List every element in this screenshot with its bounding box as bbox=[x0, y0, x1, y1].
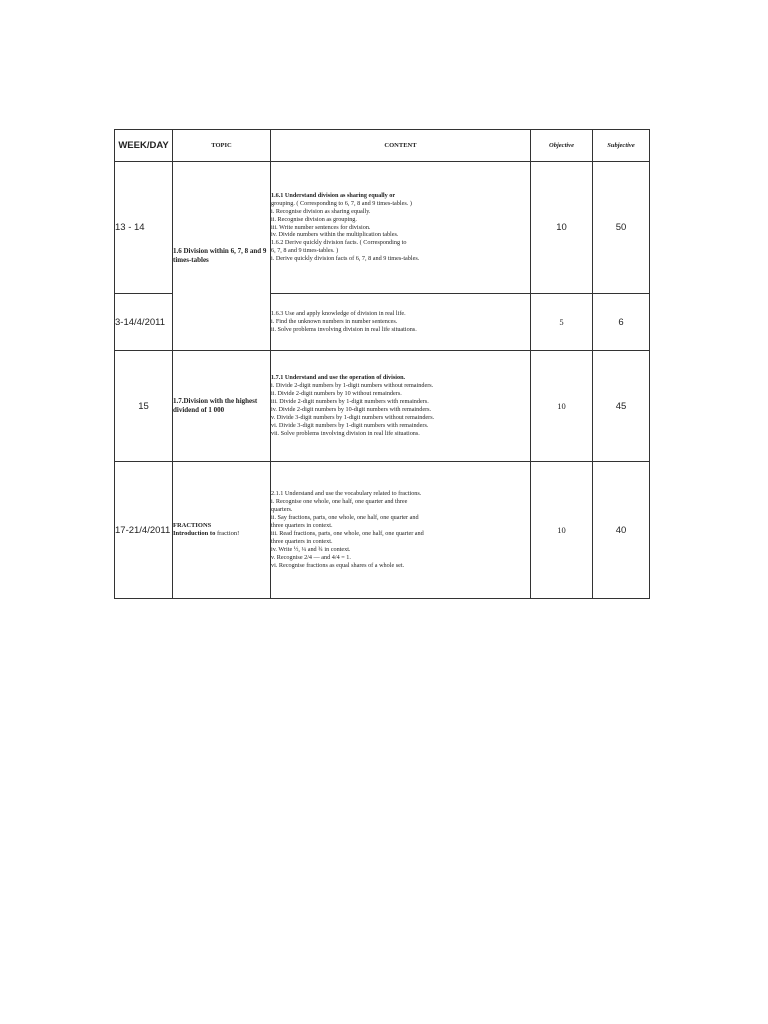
content-line: i. Find the unknown numbers in number sentences. bbox=[271, 318, 398, 326]
week-cell: 13 - 14 bbox=[115, 162, 173, 294]
content-line: 1.6.1 Understand division as sharing equally or bbox=[271, 191, 396, 199]
content-line: iii. Divide 2-digit numbers by 1-digit numbers with remainders. bbox=[271, 398, 429, 406]
content-line: iii. Write number sentences for division. bbox=[271, 223, 371, 231]
content-line: i. Recognise one whole, one half, one quarter and three bbox=[271, 498, 408, 506]
topic-cell bbox=[173, 462, 271, 599]
content-cell bbox=[271, 351, 531, 462]
content-line: iv. Divide numbers within the multiplication tables. bbox=[271, 231, 399, 239]
content-line: vi. Recognise fractions as equal shares of a whole set. bbox=[271, 561, 405, 569]
content-line: i. Recognise division as sharing equally. bbox=[271, 207, 371, 215]
content-line: v. Divide 3-digit numbers by 1-digit numbers without remainders. bbox=[271, 413, 435, 421]
subjective-cell: 50 bbox=[593, 162, 650, 294]
header-row bbox=[115, 130, 650, 162]
content-line: ii. Divide 2-digit numbers by 10 without remainders. bbox=[271, 390, 402, 398]
content-cell bbox=[271, 294, 531, 351]
topic-title: 1.6 Division within 6, 7, 8 and 9 times-tables bbox=[173, 247, 267, 264]
content-line: ii. Solve problems involving division in real life situations. bbox=[271, 325, 417, 333]
content-line: 2.1.1 Understand and use the vocabulary related to fractions. bbox=[271, 490, 422, 498]
content-line: iv. Divide 2-digit numbers by 10-digit numbers with remainders. bbox=[271, 406, 432, 413]
header-week-day: WEEK/DAY bbox=[115, 130, 173, 162]
objective-cell: 10 bbox=[531, 162, 593, 294]
topic-title: 1.7.Division with the highest dividend of 1 000 bbox=[173, 397, 258, 414]
table-row bbox=[115, 462, 650, 599]
header-subjective: Subjective bbox=[593, 130, 650, 162]
week-cell: 3-14/4/2011 bbox=[115, 294, 173, 351]
content-line: grouping. ( Corresponding to 6, 7, 8 and 9 times-tables. ) bbox=[271, 199, 412, 207]
week-cell: 17-21/4/2011 bbox=[115, 462, 173, 599]
topic-cell bbox=[173, 351, 271, 462]
content-line: 1.6.2 Derive quickly division facts. ( Corresponding to bbox=[271, 239, 407, 247]
subjective-cell: 45 bbox=[593, 351, 650, 462]
content-cell bbox=[271, 162, 531, 294]
content-line: three quarters in context. bbox=[271, 537, 333, 545]
objective-cell: 10 bbox=[531, 351, 593, 462]
table-row bbox=[115, 162, 650, 294]
content-line: iii. Read fractions, parts, one whole, one half, one quarter and bbox=[271, 530, 424, 537]
content-cell bbox=[271, 462, 531, 599]
content-line: 1.7.1 Understand and use the operation of division. bbox=[271, 374, 406, 382]
content-line: 1.6.3 Use and apply knowledge of division in real life. bbox=[271, 310, 406, 318]
topic-title: FRACTIONS bbox=[173, 522, 212, 529]
topic-cell bbox=[173, 162, 271, 351]
content-line: iv. Write ½, ¼ and ¾ in context. bbox=[271, 545, 351, 553]
content-line: v. Recognise 2/4 — and 4/4 = 1. bbox=[271, 553, 351, 561]
content-line: three quarters in context. bbox=[271, 522, 333, 530]
content-line: ii. Recognise division as grouping. bbox=[271, 215, 357, 223]
lesson-plan-table bbox=[114, 129, 650, 599]
content-line: vi. Divide 3-digit numbers by 1-digit numbers with remainders. bbox=[271, 421, 429, 429]
content-line: 6, 7, 8 and 9 times-tables. ) bbox=[271, 247, 339, 255]
content-line: i. Divide 2-digit numbers by 1-digit numbers without remainders. bbox=[271, 382, 434, 390]
subjective-cell: 6 bbox=[593, 294, 650, 351]
content-line: vii. Solve problems involving division in real life situations. bbox=[271, 429, 420, 437]
subjective-cell: 40 bbox=[593, 462, 650, 599]
topic-subtitle: Introduction to fraction! bbox=[173, 530, 240, 537]
header-topic: TOPIC bbox=[173, 130, 271, 162]
header-objective: Objective bbox=[531, 130, 593, 162]
objective-cell: 10 bbox=[531, 462, 593, 599]
header-content: CONTENT bbox=[271, 130, 531, 162]
table-row bbox=[115, 351, 650, 462]
content-line: quarters. bbox=[271, 506, 293, 514]
week-cell: 15 bbox=[115, 351, 173, 462]
content-line: ii. Say fractions, parts, one whole, one half, one quarter and bbox=[271, 514, 419, 522]
content-line: i. Derive quickly division facts of 6, 7, 8 and 9 times-tables. bbox=[271, 255, 420, 263]
objective-cell: 5 bbox=[531, 294, 593, 351]
